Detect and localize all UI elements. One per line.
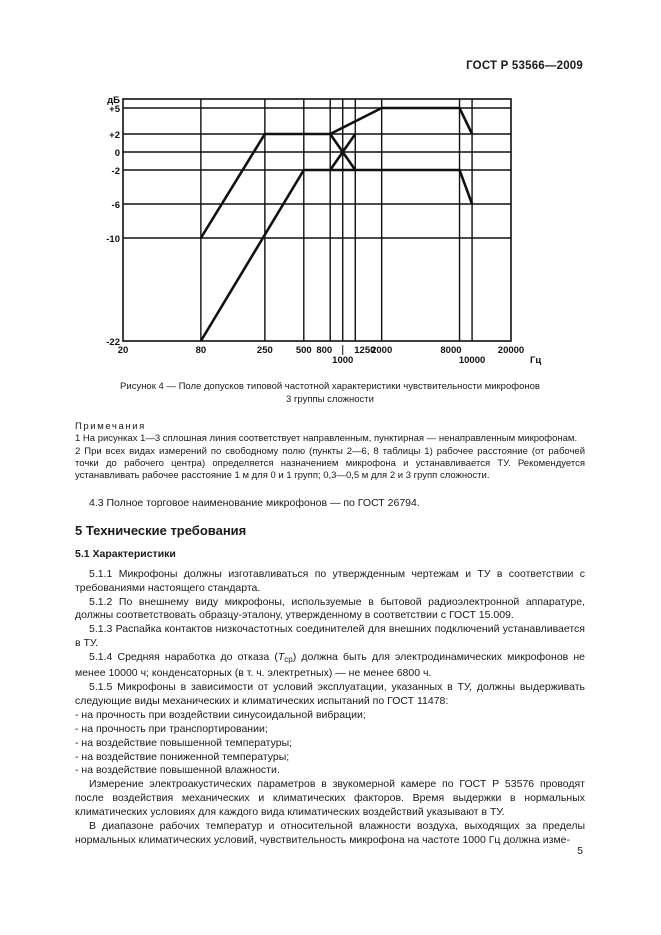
paragraph-measurement: Измерение электроакустических параметров в звукомерной камере по ГОСТ Р 53576 проводят после воздействия механических и климатических факторов. Время выдержки в нормальных климатических условиях для каждого вида климатических воздействий указывают в ТУ. [75,778,585,819]
notes-heading: Примечания [75,421,146,432]
list-item: - на воздействие повышенной температуры; [75,736,293,749]
y-tick-label: дБ [107,95,120,106]
x-tick-label: 2000 [371,345,393,356]
y-tick-label: -2 [111,166,120,177]
section-5-1-title: 5.1 Характеристики [75,547,176,560]
note-2: 2 При всех видах измерений по свободному полю (пункты 2—6, 8 таблицы 1) рабочее расстояние (от рабочей точки до рабочего центра) определяется назначением микрофона и устанавливается ТУ. Рекомендуется устанавливать рабочее расстояние 1 м для 0 и 1 групп; 0,3—0,5 м для 2 и 3 групп сложности. [75,445,585,482]
x-tick-label: 10000 [458,355,486,366]
y-tick-label: -6 [111,200,120,211]
y-tick-label: +2 [109,130,120,141]
paragraph-5-1-1: 5.1.1 Микрофоны должны изготавливаться по утвержденным чертежам и ТУ в соответствии с требованиями настоящего стандарта. [75,567,585,594]
x-tick-label: 1250 [354,345,376,356]
x-axis-unit: Гц [530,355,542,366]
mtbf-subscript: ср [284,655,293,665]
x-tick-label: 20000 [497,345,525,356]
y-tick-label: -22 [106,337,120,348]
tolerance-chart [0,0,661,380]
list-item: - на прочность при транспортировании; [75,722,268,735]
paragraph-4-3: 4.3 Полное торговое наименование микрофонов — по ГОСТ 26794. [89,497,420,509]
y-tick-label: 0 [114,148,120,159]
x-tick-labels [118,345,542,366]
standard-id: ГОСТ Р 53566—2009 [466,60,583,72]
series-line [201,108,472,238]
paragraph-5-1-4 [75,651,585,681]
x-tick-label: 20 [117,345,129,356]
page-number: 5 [577,845,583,857]
list-item: - на прочность при воздействии синусоидальной вибрации; [75,708,366,721]
x-tick-label: 250 [256,345,273,356]
list-item: - на воздействие повышенной влажности. [75,764,280,777]
list-item: - на воздействие пониженной температуры; [75,750,290,763]
paragraph-range: В диапазоне рабочих температур и относительной влажности воздуха, выходящих за пределы нормальных климатических условий, чувствительность микрофона на частоте 1000 Гц должна изме- [75,820,585,846]
y-tick-label: +5 [109,104,120,115]
mtbf-symbol: T [277,651,285,664]
y-tick-label: -10 [106,234,120,245]
x-tick-label: 800 [316,345,333,356]
paragraph-5-1-3: 5.1.3 Распайка контактов низкочастотных соединителей для внешних подключений устанавливается в ТУ. [75,623,585,650]
x-tick-label: 1000 [332,355,354,366]
paragraph-5-1-4-start: 5.1.4 Средняя наработка до отказа ( [89,651,278,664]
body-text [75,497,585,848]
chart-lines [201,108,472,341]
paragraph-5-1-4-end: ) должна быть для электродинамических микрофонов не менее 10000 ч; конденсаторных (в т. ч. электретных) — не менее 6800 ч. [75,651,586,680]
x-tick-label: 8000 [440,345,462,356]
paragraph-5-1-2: 5.1.2 По внешнему виду микрофоны, используемые в бытовой радиоэлектронной аппаратуре, должны соответствовать образцу-эталону, утвержденному в соответствии с ГОСТ 15.009. [75,595,585,622]
paragraph-5-1-5: 5.1.5 Микрофоны в зависимости от условий эксплуатации, указанных в ТУ, должны выдерживать следующие виды механических и климатических испытаний по ГОСТ 11478: [75,680,585,707]
figure-caption-line2: 3 группы сложности [286,394,374,405]
series-line [201,170,472,341]
x-tick-label: 500 [295,345,312,356]
figure-caption [75,380,585,406]
x-tick-label: 80 [195,345,207,356]
section-5-title: 5 Технические требования [75,522,247,538]
figure-caption-line1: Рисунок 4 — Поле допусков типовой частотной характеристики чувствительности микрофонов [120,381,540,392]
y-tick-labels [106,95,120,348]
notes-block [75,421,585,482]
note-1: 1 На рисунках 1—3 сплошная линия соответствует направленным, пунктирная — ненаправленным микрофонам. [75,433,578,445]
